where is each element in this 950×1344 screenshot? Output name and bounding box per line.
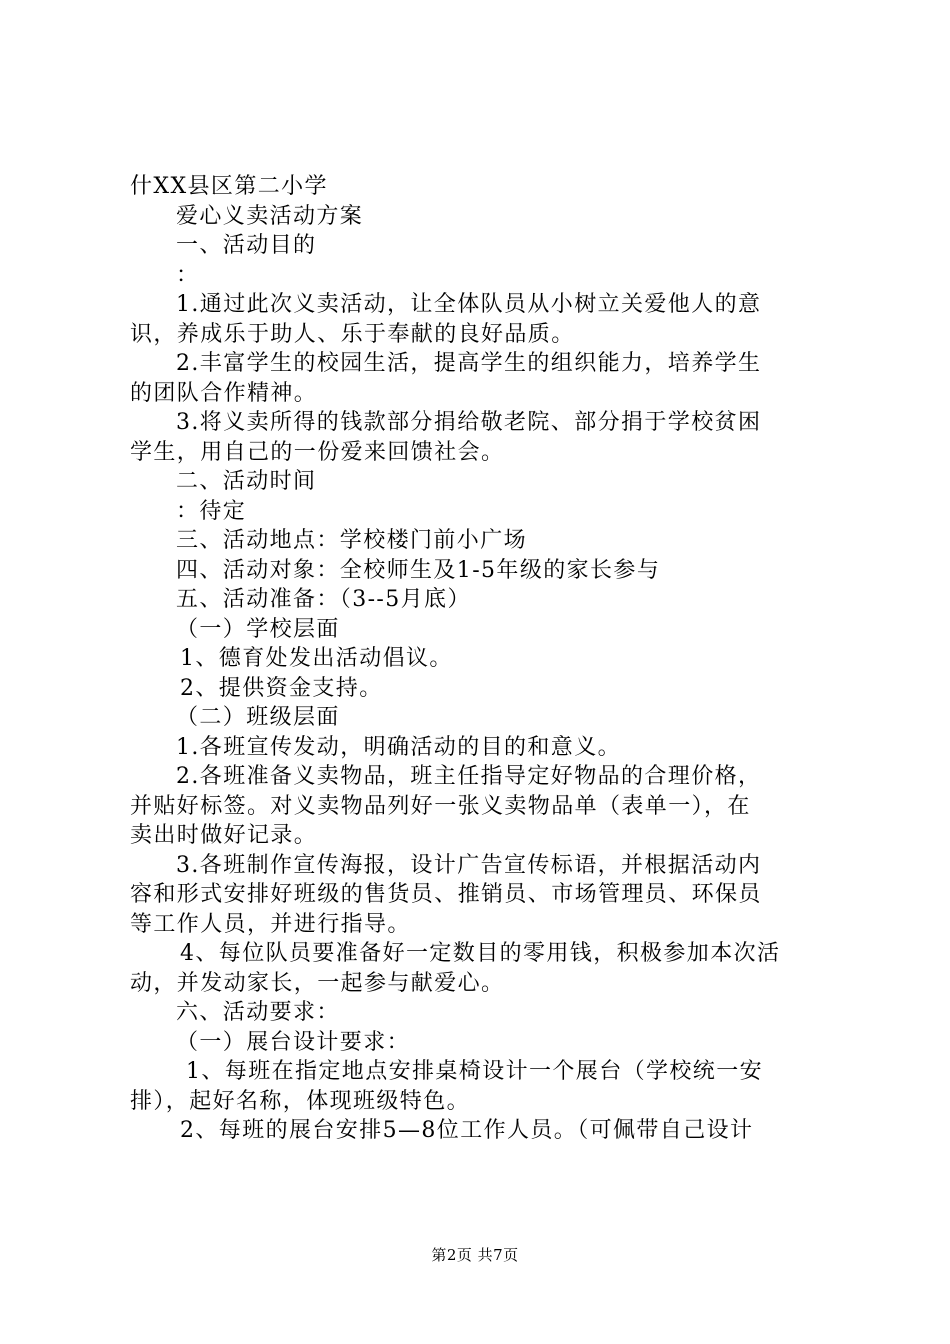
section-heading-location: 三、活动地点：学校楼门前小广场 <box>176 528 528 553</box>
section-heading-participants: 四、活动对象：全校师生及1-5年级的家长参与 <box>176 557 661 583</box>
text-line: 等工作人员，并进行指导。 <box>130 911 411 937</box>
text-line: 2、每班的展台安排5—8位工作人员。（可佩带自己设计 <box>180 1118 754 1143</box>
text-line: 1、德育处发出活动倡议。 <box>180 646 453 671</box>
subsection-heading-class: （二）班级层面 <box>176 705 340 730</box>
text-line: 并贴好标签。对义卖物品列好一张义卖物品单（表单一），在 <box>130 793 751 819</box>
school-name-line: 什XX县区第二小学 <box>130 174 328 199</box>
text-line: 卖出时做好记录。 <box>130 823 318 848</box>
document-body <box>130 172 830 1146</box>
text-line: ： <box>176 262 200 288</box>
text-line: 3.各班制作宣传海报，设计广告宣传标语，并根据活动内 <box>176 852 762 878</box>
text-line: 动，并发动家长，一起参与献爱心。 <box>130 970 505 996</box>
document-title: 爱心义卖活动方案 <box>176 203 364 229</box>
text-line: 2、提供资金支持。 <box>180 675 383 701</box>
text-line: 的团队合作精神。 <box>130 380 318 406</box>
text-line: 学生，用自己的一份爱来回馈社会。 <box>130 439 505 465</box>
section-heading-requirements: 六、活动要求： <box>176 1000 340 1025</box>
page-footer: 第2页 共7页 <box>431 1246 519 1264</box>
text-line: 3.将义卖所得的钱款部分捐给敬老院、部分捐于学校贫困 <box>176 410 762 435</box>
subsection-heading-school: （一）学校层面 <box>176 616 340 642</box>
text-line: 1.各班宣传发动，明确活动的目的和意义。 <box>176 734 621 760</box>
text-line: ：待定 <box>176 498 247 524</box>
text-line: 识，养成乐于助人、乐于奉献的良好品质。 <box>130 321 575 347</box>
section-heading-purpose: 一、活动目的 <box>176 233 317 258</box>
text-line: 2.各班准备义卖物品，班主任指导定好物品的合理价格， <box>176 764 762 789</box>
text-line: 4、每位队员要准备好一定数目的零用钱，积极参加本次活 <box>180 941 781 966</box>
section-heading-preparation: 五、活动准备：（3--5月底） <box>176 587 471 612</box>
subsection-heading-booth: （一）展台设计要求： <box>176 1029 411 1055</box>
text-line: 1.通过此次义卖活动，让全体队员从小树立关爱他人的意 <box>176 292 762 317</box>
text-line: 排），起好名称，体现班级特色。 <box>130 1088 471 1114</box>
text-line: 1、每班在指定地点安排桌椅设计一个展台（学校统一安 <box>186 1059 763 1084</box>
text-line: 2.丰富学生的校园生活，提高学生的组织能力，培养学生 <box>176 351 762 376</box>
section-heading-time: 二、活动时间 <box>176 469 317 494</box>
text-line: 容和形式安排好班级的售货员、推销员、市场管理员、环保员 <box>130 882 762 907</box>
